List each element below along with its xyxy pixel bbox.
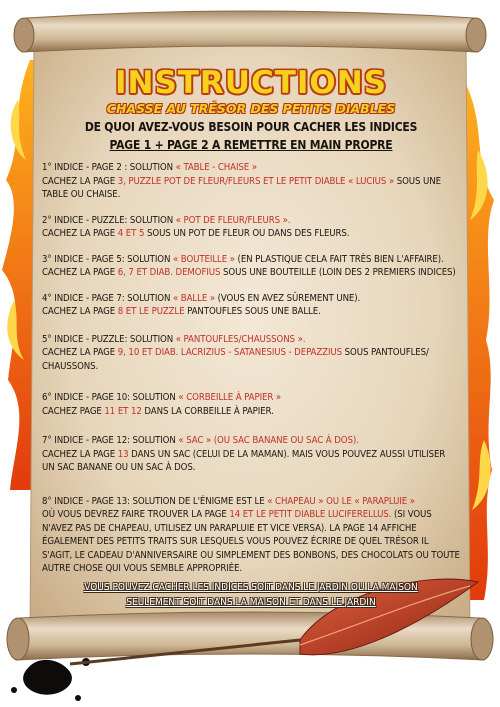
top-scroll-roll <box>22 11 478 52</box>
step-7-line2 <box>42 448 460 475</box>
step-text: 4° INDICE - PAGE 7: SOLUTION <box>42 292 173 304</box>
highlight-text: 6, 7 ET DIAB. DEMOFIUS <box>117 267 221 278</box>
step-6 <box>42 391 460 418</box>
step-1-line1 <box>42 161 460 175</box>
step-3-line2 <box>42 266 460 280</box>
highlight-text: « TABLE - CHAISE » <box>175 162 257 173</box>
step-5-line1 <box>42 333 460 347</box>
step-6-line1 <box>42 391 460 405</box>
highlight-text: « CORBEILLE À PAPIER » <box>178 392 282 403</box>
step-2 <box>42 214 460 241</box>
highlight-text: « SAC » (OU SAC BANANE OU SAC À DOS). <box>178 435 359 446</box>
step-8 <box>42 495 460 576</box>
step-text: (VOUS EN AVEZ SÛREMENT UNE). <box>215 292 361 304</box>
step-text: 6° INDICE - PAGE 10: SOLUTION <box>42 392 179 403</box>
section-heading: DE QUOI AVEZ-VOUS BESOIN POUR CACHER LES INDICES <box>84 120 418 134</box>
step-text: (EN PLASTIQUE CELA FAIT TRÈS BIEN L'AFFAIRE). <box>234 253 444 265</box>
step-4-line2 <box>42 305 460 319</box>
step-text: DANS UN SAC (CELUI DE LA MAMAN). MAIS VOUS POUVEZ AUSSI UTILISER UN SAC BANANE OU UN SAC À DOS. <box>42 448 446 473</box>
section-subheading: PAGE 1 + PAGE 2 A REMETTRE EN MAIN PROPRE <box>109 138 393 152</box>
footer-note-line-1: VOUS POUVEZ CACHER LES INDICES SOIT DANS LE JARDIN OU LA MAISON <box>84 581 418 593</box>
step-text: CACHEZ LA PAGE <box>42 306 118 317</box>
step-4-line1 <box>42 292 460 306</box>
step-text: 8° INDICE - PAGE 13: SOLUTION DE L'ÉNIGME EST LE <box>42 495 268 507</box>
step-text: CACHEZ LA PAGE <box>42 175 118 187</box>
page-title: INSTRUCTIONS <box>114 65 388 101</box>
step-text: (SI VOUS N'AVEZ PAS DE CHAPEAU, UTILISEZ UN PARAPLUIE ET VICE VERSA). LA PAGE 14 AFFICHE ÉGALEMENT DES PETITS TRAITS SUR LESQUELS VOUS POUVEZ ÉCRIRE DE QUEL TRÉSOR IL S'AGIT, LE CADEAU D'ANNIVERSAIRE OU SIMPLEMENT DES BONBONS, DES CHOCOLATS OU TOUTE AUTRE CHOSE QUI VOUS SEMBLE APPROPRIÉE. <box>42 509 460 574</box>
step-1-line2 <box>42 175 460 202</box>
step-text: 2° INDICE - PUZZLE: SOLUTION <box>42 214 176 226</box>
highlight-text: 11 ET 12 <box>104 405 142 417</box>
highlight-text: 3, PUZZLE POT DE FLEUR/FLEURS ET LE PETIT DIABLE « LUCIUS » <box>117 175 395 187</box>
step-text: 7° INDICE - PAGE 12: SOLUTION <box>42 435 179 446</box>
step-text: SOUS PANTOUFLES/ CHAUSSONS. <box>42 347 429 372</box>
footer-note-line-2: SEULEMENT SOIT DANS LA MAISON ET DANS LE JARDIN <box>126 596 376 608</box>
step-3 <box>42 253 460 280</box>
step-text: SOUS UN POT DE FLEUR OU DANS DES FLEURS. <box>144 228 350 239</box>
step-2-line1 <box>42 214 460 228</box>
step-7 <box>42 434 460 475</box>
step-4 <box>42 292 460 319</box>
step-text: DANS LA CORBEILLE À PAPIER. <box>141 405 274 417</box>
highlight-text: « PANTOUFLES/CHAUSSONS ». <box>175 333 306 345</box>
step-2-line2 <box>42 227 460 241</box>
step-5-line2 <box>42 346 460 373</box>
highlight-text: « BALLE » <box>172 292 216 304</box>
step-text: 1° INDICE - PAGE 2 : SOLUTION <box>42 162 176 173</box>
step-text: CACHEZ PAGE <box>42 405 105 417</box>
step-8-line2 <box>42 508 460 576</box>
step-text: CACHEZ LA PAGE <box>42 228 118 239</box>
highlight-text: 13 <box>117 448 129 460</box>
highlight-text: 9, 10 ET DIAB. LACRIZIUS - SATANESIUS - DEPAZZIUS <box>117 347 343 358</box>
step-text: 3° INDICE - PAGE 5: SOLUTION <box>42 253 173 265</box>
step-text: PANTOUFLES SOUS UNE BALLE. <box>184 306 321 317</box>
step-text: CACHEZ LA PAGE <box>42 347 118 358</box>
step-8-line1 <box>42 495 460 509</box>
step-1 <box>42 161 460 202</box>
highlight-text: « BOUTEILLE » <box>172 253 235 265</box>
highlight-text: 14 ET LE PETIT DIABLE LUCIFERELLUS. <box>229 509 392 520</box>
instruction-text <box>42 66 460 610</box>
highlight-text: « POT DE FLEUR/FLEURS ». <box>175 214 291 226</box>
step-6-line2 <box>42 405 460 419</box>
step-text: SOUS UNE TABLE OU CHAISE. <box>42 175 441 200</box>
page-subtitle: CHASSE AU TRÉSOR DES PETITS DIABLES <box>106 101 396 116</box>
step-3-line1 <box>42 253 460 267</box>
step-7-line1 <box>42 434 460 448</box>
highlight-text: 4 ET 5 <box>117 228 145 239</box>
step-5 <box>42 333 460 374</box>
step-text: CACHEZ LA PAGE <box>42 448 118 460</box>
steps-list <box>42 161 460 576</box>
highlight-text: « CHAPEAU » OU LE « PARAPLUIE » <box>267 495 415 507</box>
step-text: SOUS UNE BOUTEILLE (LOIN DES 2 PREMIERS INDICES) <box>220 267 456 278</box>
step-text: 5° INDICE - PUZZLE: SOLUTION <box>42 333 176 345</box>
step-text: OÙ VOUS DEVREZ FAIRE TROUVER LA PAGE <box>42 509 230 520</box>
highlight-text: 8 ET LE PUZZLE <box>117 306 185 317</box>
step-text: CACHEZ LA PAGE <box>42 267 118 278</box>
